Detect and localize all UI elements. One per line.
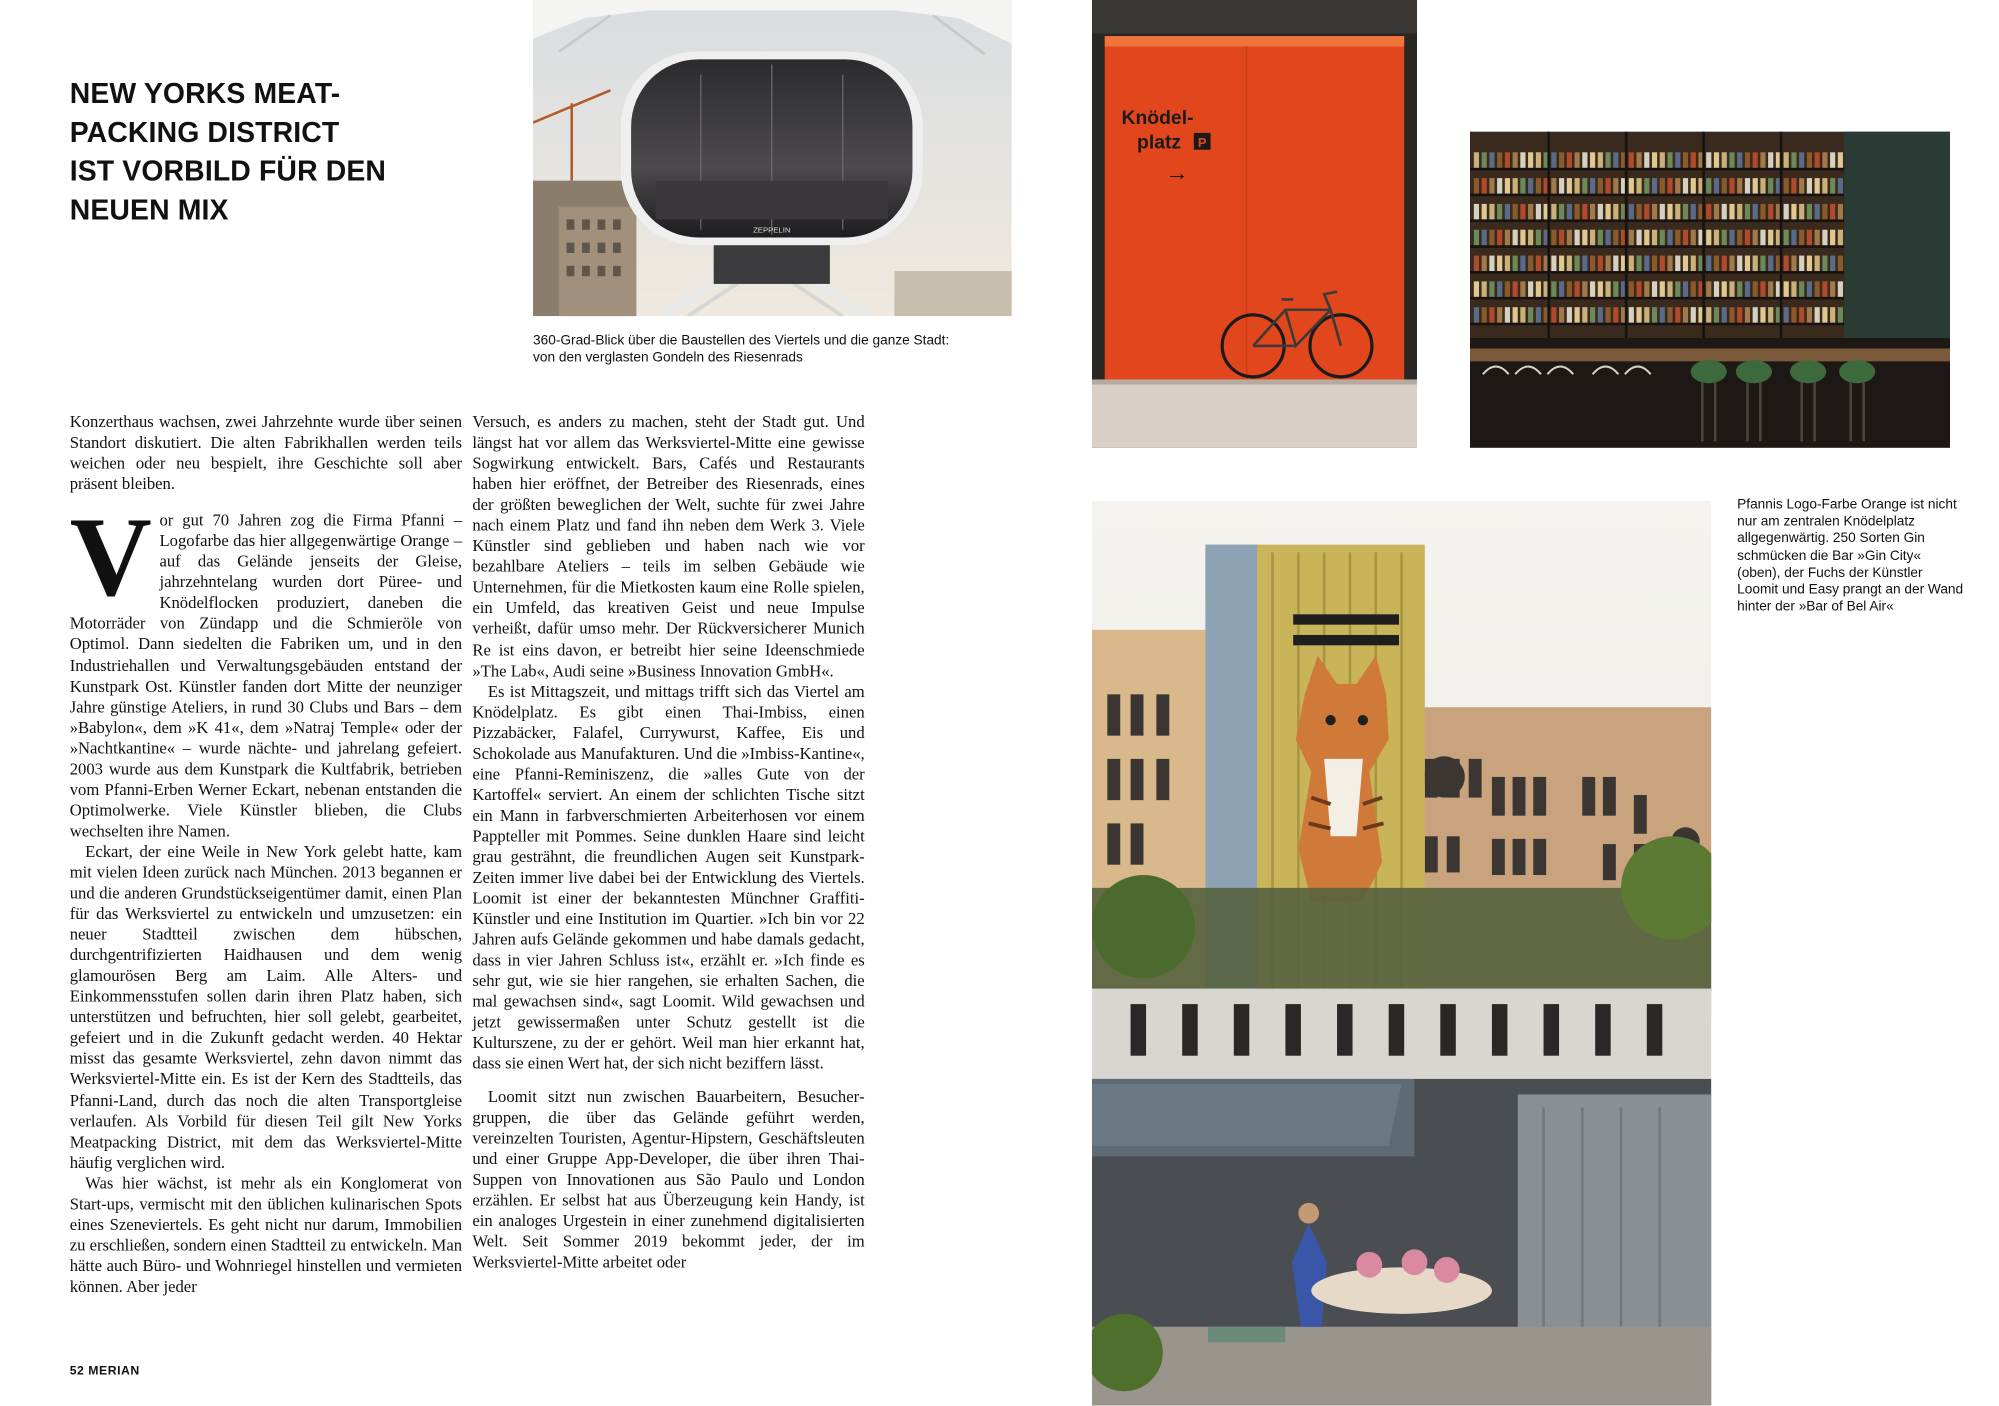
dropcap: V [69,495,152,622]
paragraph-text: or gut 70 Jahren zog die Firma Pfanni – Logofarbe das hier allgegenwärtige Orange – auf das Gelände jenseits der Gleise, jahrzehntelang wurden dort Püree- und Knödelflocken produziert, daneben die Motorräder von Zündapp und die Schmieröle von Optimol. Dann siedelten die Fabriken um, und in den Industriehallen und Verwaltungsgebäuden entstand der Kunstpark Ost. Künstler fanden dort Mitte der neunziger Jahre günstige Ateliers, in rund 30 Clubs und Bars – dem »Babylon«, dem »K 41«, dem »Natraj Temple« oder der »Nachtkantine« – wurde nächte- und jahrelang gefeiert. 2003 wurde aus dem Kunstpark die Kultfabrik, betrieben vom Pfanni-Erben Werner Eckart, nebenan entstanden die Optimolwerke. Viele Künstler blieben, die Clubs wechselten ihre Namen. [69,511,463,841]
headline-line: IST VORBILD FÜR DEN [69,154,387,188]
headline-line: NEW YORKS MEAT- [69,77,341,110]
knoedelplatz-photo [1092,0,1417,448]
paragraph: Loomit sitzt nun zwischen Bauarbeitern, Besuchergruppen, die über das Gelände geführt werden, vereinzelten Touristen, Agentur-Hipstern, Geschäftsleuten und einer Gruppe App-Developer, die über ihren Thai-Suppen von Innovationen aus São Paulo und London erzählen. Er selbst hat aus Überzeugung kein Handy, ist ein analoges Urgestein in einer zunehmend digitalisierten Welt. Seit Sommer 2019 bekommt jeder, der im Werksviertel-Mitte arbeitet oder [472,1087,865,1272]
gin-city-bar-photo [1470,132,1950,448]
paragraph [69,495,463,841]
paragraph: Was hier wächst, ist mehr als ein Konglomerat von Start-ups, vermischt mit den üblichen kulinarischen Spots eines Szeneviertels. Es geht nicht nur darum, Immobilien zu erschließen, sondern einen Stadtteil zu entwickeln. Man hätte auch Büro- und Wohnriegel hinstellen und vermieten können. Aber jeder [69,1174,463,1296]
headline-line: PACKING DISTRICT [69,116,340,149]
riesenrad-gondola-graphic [533,0,1012,316]
bar-of-bel-air-graphic [1092,501,1711,1406]
gin-city-bar-graphic [1470,132,1950,448]
headline-line: NEUEN MIX [69,193,229,226]
caption-riesenrad: 360-Grad-Blick über die Baustellen des Viertels und die ganze Stadt: von den verglasten Gondeln des Riesenrads [533,332,950,366]
body-column-2 [472,412,864,1273]
sign-badge: P [1197,135,1207,151]
caption-knoedelplatz: Pfannis Logo-Farbe Orange ist nicht nur am zentralen Knödelplatz allgegenwärtig. 250 Sorten Gin schmücken die Bar »Gin City« (oben), der Fuchs der Künstler Loomit und Easy prangt an der Wand hinter der »Bar of Bel Air« [1737,496,1964,615]
body-column-1 [70,412,462,1297]
bar-of-bel-air-photo [1092,501,1711,1406]
headline [70,75,496,230]
page-folio: 52 MERIAN [69,1364,140,1379]
paragraph: Konzerthaus wachsen, zwei Jahrzehnte wurde über seinen Standort diskutiert. Die alten Fabrikhallen werden teils weichen oder neu bespielt, ihre Geschichte soll aber präsent bleiben. [69,412,463,494]
paragraph: Es ist Mittagszeit, und mittags trifft sich das Viertel am Knödelplatz. Es gibt einen Thai-Imbiss, einen Pizzabäcker, Falafel, Currywurst, Kaffee, Eis und Schokolade aus Manufakturen. Und die »Imbiss-Kantine«, eine Pfanni-Reminiszenz, die »alles Gute von der Kartoffel« serviert. An einem der schlichten Tische sitzt ein Mann in farbverschmierten Arbeiterhosen vor einem Pappteller mit Pommes. Seine dunklen Haare sind leicht grau gesträhnt, die freundlichen Augen seit Kunstpark-Zeiten immer live dabei bei der Entwicklung des Viertels. Loomit ist einer der bekanntesten Münchner Graffiti-Künstler und eine Institution im Quartier. »Ich bin vor 22 Jahren aufs Gelände gekommen und habe damals gedacht, dass in vier Jahren Schluss ist«, erzählt er. »Ich finde es sehr gut, wie sie hier rangehen, sie erhalten Sachen, die mal gewachsen sind«, sagt Loomit. Wild gewachsen und jetzt gewissermaßen unter Schutz gestellt ist die Kulturszene, zu der er gehört. Weil man hier erkannt hat, dass sie einen Wert hat, der sich nicht beziffern lässt. [472,682,865,1074]
paragraph: Versuch, es anders zu machen, steht der Stadt gut. Und längst hat vor allem das Werksviertel-Mitte eine gewisse Sogwirkung entwickelt. Bars, Cafés und Restaurants haben hier eröffnet, der Betreiber des Riesenrads, eines der größten beweglichen der Welt, suchte für zwei Jahre nach einem Platz und fand ihn neben dem Werk 3. Viele Künstler sind geblieben und haben nach wie vor bezahlbare Ateliers – teils im selben Gebäude wie Unternehmen, für die Mietkosten kaum eine Rolle spielen, ein Umfeld, das kreativen Geist und neue Impulse verheißt, dafür umso mehr. Der Rückversicherer Munich Re ist eins davon, er betreibt hier seine Ideenschmiede »The Lab«, Audi seine »Business Innovation GmbH«. [472,412,865,680]
sign-arrow: → [1165,159,1189,186]
riesenrad-gondola-photo [533,0,1012,316]
knoedelplatz-graphic [1092,0,1417,448]
paragraph: Eckart, der eine Weile in New York gelebt hatte, kam mit vielen Ideen zurück nach München. 2013 begannen er und die anderen Grundstückseigentümer damit, einen Plan für das Werksviertel zu entwickeln und umzusetzen: ein neuer Stadtteil zwischen dem hübschen, durchgentrifizierten Haidhausen und dem wenig glamourösen Berg am Laim. Alle Alters- und Einkommensstufen sollen darin ihren Platz haben, sich unterstützen und befruchten, hier soll gelebt, gearbeitet, gefeiert und in die Zukunft gedacht werden. 40 Hektar misst das gesamte Werksviertel, zehn davon nimmt das Werksviertel-Mitte ein. Es ist der Kern des Stadtteils, das Pfanni-Land, durch das noch die alten Transportgleise verlaufen. Als Vorbild für diesen Teil gilt New Yorks Meatpacking District, mit dem das Werksviertel-Mitte häufig verglichen wird. [69,842,463,1172]
gondola-label: ZEPPELIN [753,225,791,235]
sign-line2: platz [1137,131,1182,154]
sign-line1: Knödel- [1121,106,1194,129]
